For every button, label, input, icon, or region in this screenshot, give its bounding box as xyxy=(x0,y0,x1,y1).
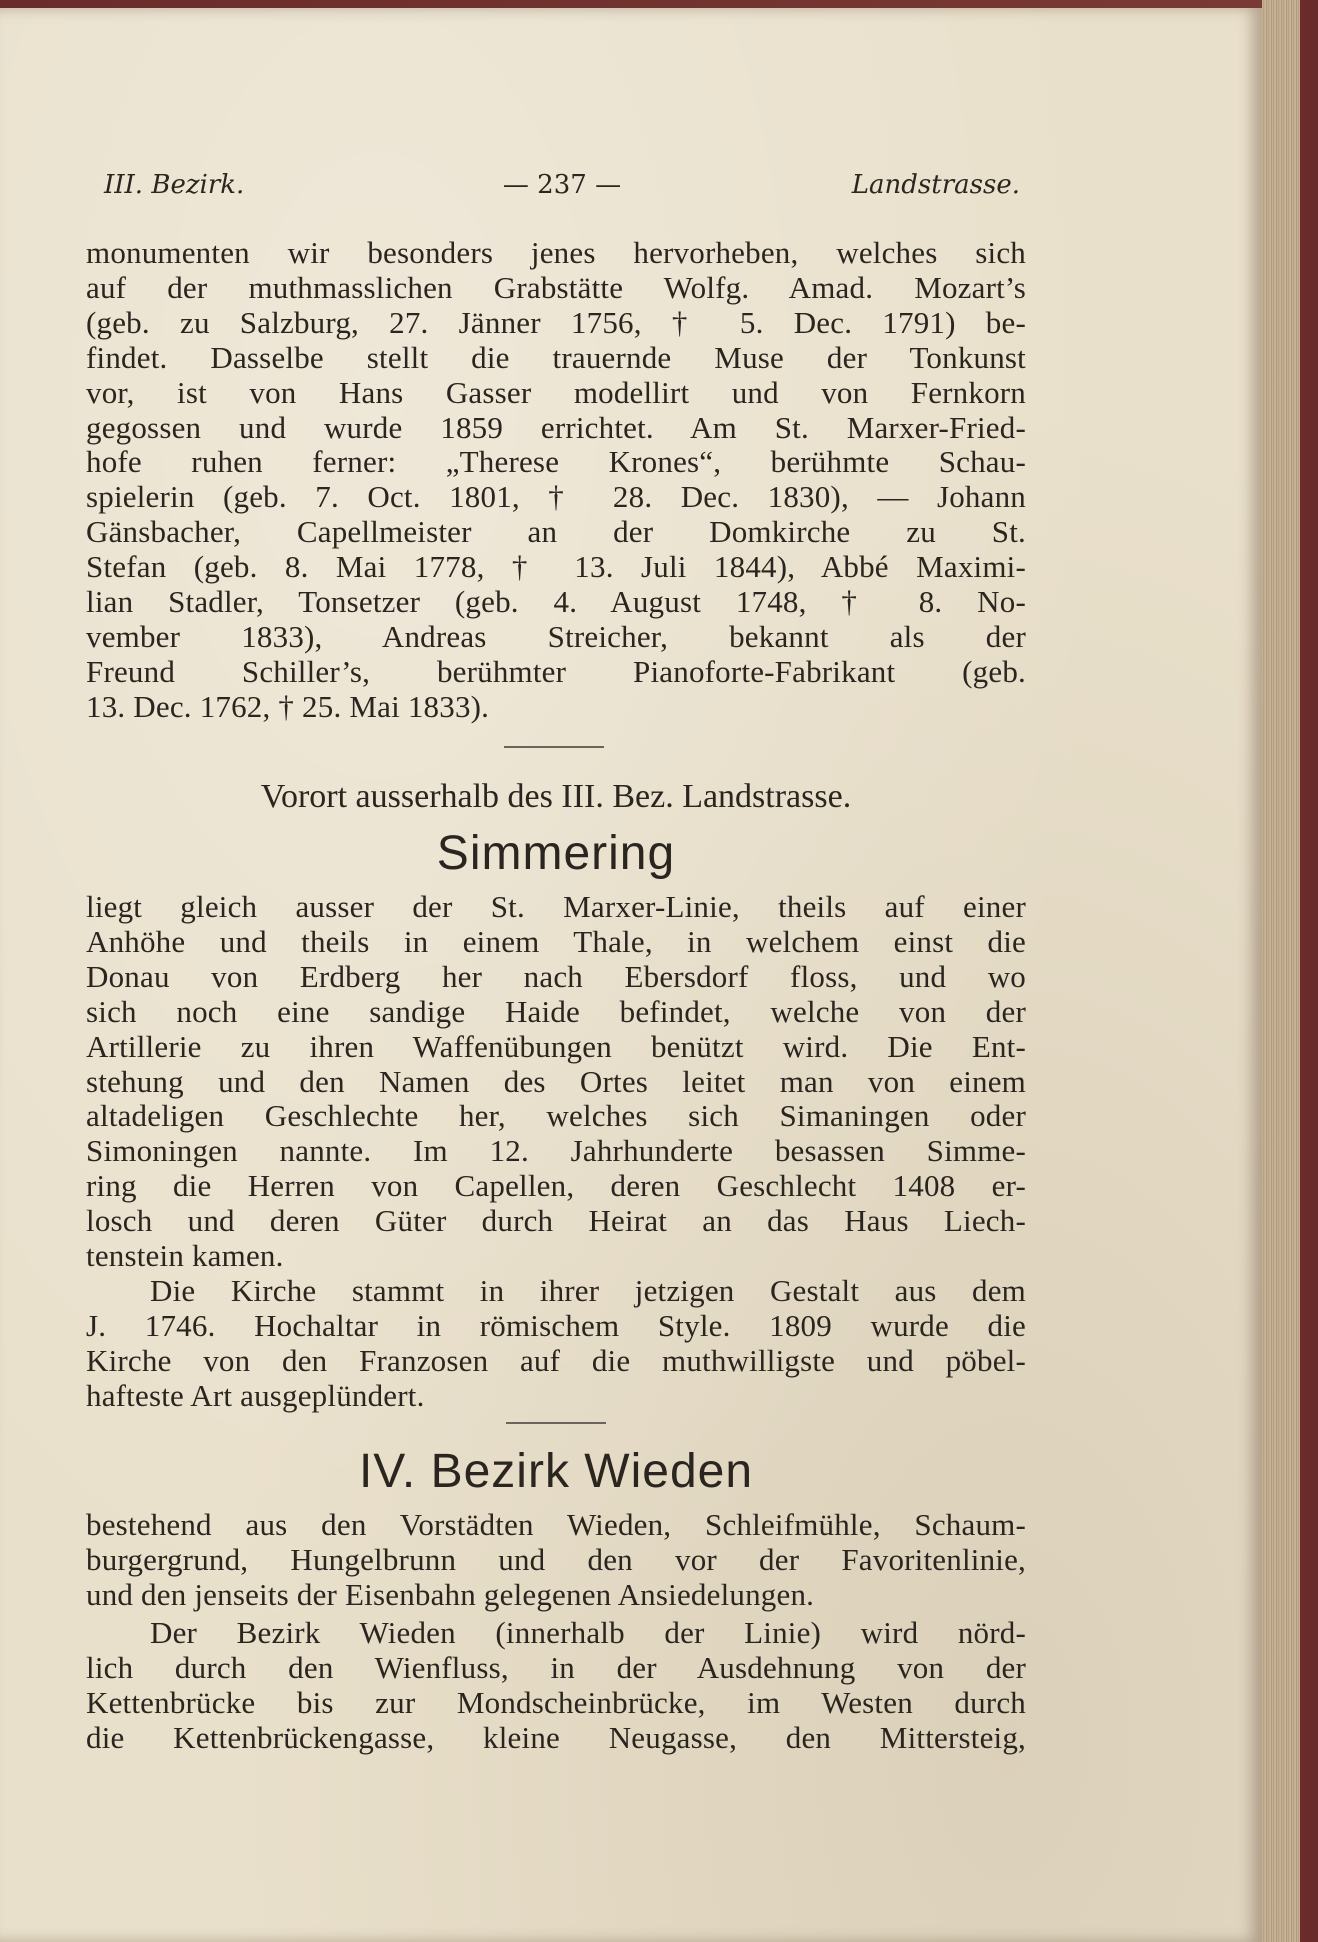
text-line: Gänsbacher, Capellmeister an der Domkirche zu St. xyxy=(86,514,1026,550)
text-line: und den jenseits der Eisenbahn gelegenen Ansiedelungen. xyxy=(86,1576,815,1612)
text-line: findet. Dasselbe stellt die trauernde Muse der Tonkunst xyxy=(86,339,1026,375)
page-number: — 237 — xyxy=(502,170,622,200)
text-line: vember 1833), Andreas Streicher, bekannt als der xyxy=(86,618,1026,654)
text-line: stehung und den Namen des Ortes leitet man von einem xyxy=(86,1063,1026,1099)
text-line: gegossen und wurde 1859 errichtet. Am St. Marxer-Fried- xyxy=(86,409,1026,445)
book-page xyxy=(0,8,1262,1942)
text-line: Artillerie zu ihren Waffenübungen benützt wird. Die Ent- xyxy=(86,1028,1026,1064)
text-line: Stefan (geb. 8. Mai 1778, † 13. Juli 1844), Abbé Maximi- xyxy=(86,549,1026,585)
text-line: hofe ruhen ferner: „Therese Krones“, berühmte Schau- xyxy=(86,444,1026,480)
text-line: losch und deren Güter durch Heirat an das Haus Liech- xyxy=(86,1203,1026,1239)
mozart-monument-paragraph xyxy=(86,236,1026,725)
text-line: ring die Herren von Capellen, deren Geschlecht 1408 er- xyxy=(86,1168,1026,1204)
header-street: Landstrasse. xyxy=(851,170,1020,200)
wieden-intro-paragraph xyxy=(86,1508,1026,1613)
text-line: lian Stadler, Tonsetzer (geb. 4. August 1748, † 8. No- xyxy=(86,584,1026,620)
church-paragraph xyxy=(86,1274,1026,1414)
text-line: sich noch eine sandige Haide befindet, welche von der xyxy=(86,993,1026,1029)
section-title-wieden: IV. Bezirk Wieden xyxy=(358,1445,754,1498)
section-subheading: Vorort ausserhalb des III. Bez. Landstrasse. xyxy=(260,778,852,815)
text-line: auf der muthmasslichen Grabstätte Wolfg. Amad. Mozart’s xyxy=(86,269,1026,305)
text-line: Die Kirche stammt in ihrer jetzigen Gestalt aus dem xyxy=(150,1273,1026,1308)
text-line: burgergrund, Hungelbrunn und den vor der Favoritenlinie, xyxy=(86,1541,1026,1577)
text-line: Donau von Erdberg her nach Ebersdorf floss, und wo xyxy=(86,958,1026,994)
text-line: liegt gleich ausser der St. Marxer-Linie, theils auf einer xyxy=(86,889,1026,924)
text-line: (geb. zu Salzburg, 27. Jänner 1756, † 5. Dec. 1791) be- xyxy=(86,304,1026,340)
text-line: Anhöhe und theils in einem Thale, in welchem einst die xyxy=(86,923,1026,959)
running-header xyxy=(104,170,1020,210)
section-divider xyxy=(506,1422,606,1424)
text-line: lich durch den Wienfluss, in der Ausdehnung von der xyxy=(86,1649,1026,1685)
section-divider xyxy=(504,746,604,748)
text-line: altadeligen Geschlechte her, welches sich Simaningen oder xyxy=(86,1098,1026,1134)
text-line: tenstein kamen. xyxy=(86,1238,284,1274)
text-line: Der Bezirk Wieden (innerhalb der Linie) wird nörd- xyxy=(150,1615,1026,1650)
simmering-paragraph xyxy=(86,890,1026,1274)
text-line: J. 1746. Hochaltar in römischem Style. 1809 wurde die xyxy=(86,1307,1026,1343)
text-line: spielerin (geb. 7. Oct. 1801, † 28. Dec. 1830), — Johann xyxy=(86,479,1026,515)
text-line: Simoningen nannte. Im 12. Jahrhunderte besassen Simme- xyxy=(86,1133,1026,1169)
text-line: monumenten wir besonders jenes hervorheben, welches sich xyxy=(86,235,1026,270)
text-line: 13. Dec. 1762, † 25. Mai 1833). xyxy=(86,688,490,724)
header-district: III. Bezirk. xyxy=(104,170,245,200)
text-line: Kirche von den Franzosen auf die muthwilligste und pöbel- xyxy=(86,1342,1026,1378)
binding-shadow xyxy=(1300,0,1318,1942)
text-line: Freund Schiller’s, berühmter Pianoforte-Fabrikant (geb. xyxy=(86,653,1026,689)
text-line: hafteste Art ausgeplündert. xyxy=(86,1377,425,1413)
wieden-boundaries-paragraph xyxy=(86,1616,1026,1756)
section-title-simmering: Simmering xyxy=(436,827,676,880)
text-line: die Kettenbrückengasse, kleine Neugasse, den Mittersteig, xyxy=(86,1719,1026,1755)
text-line: Kettenbrücke bis zur Mondscheinbrücke, im Westen durch xyxy=(86,1684,1026,1720)
text-line: vor, ist von Hans Gasser modellirt und von Fernkorn xyxy=(86,374,1026,410)
text-line: bestehend aus den Vorstädten Wieden, Schleifmühle, Schaum- xyxy=(86,1507,1026,1542)
